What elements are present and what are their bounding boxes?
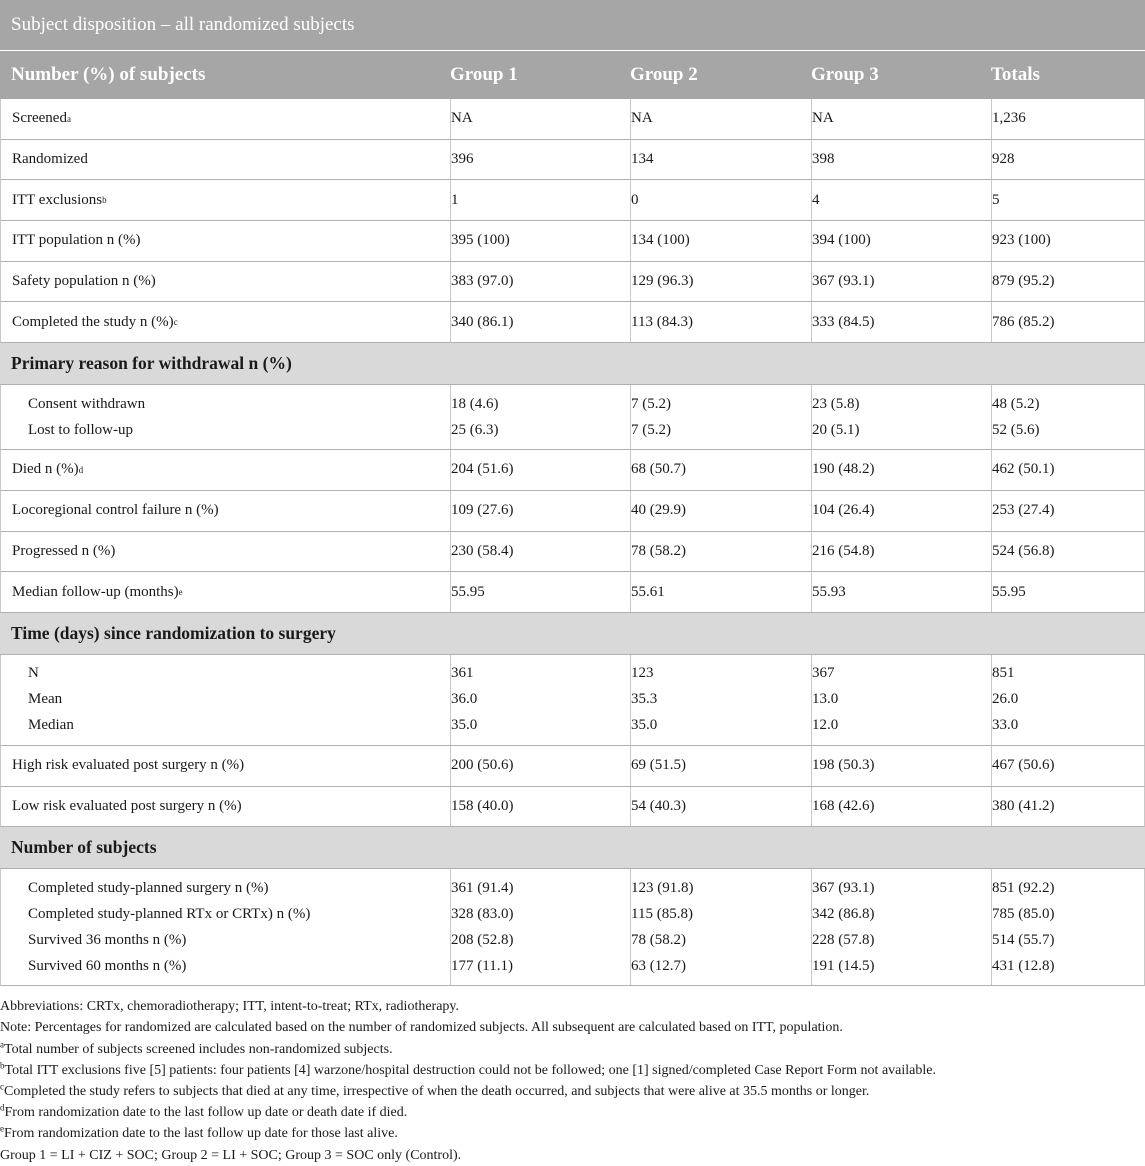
group-2-value [631,99,812,139]
cell-text: 78 (58.2) [631,542,686,559]
group-1-value: 35.0 [451,717,478,734]
cell-text: 54 (40.3) [631,797,686,814]
group-3-value [812,262,992,302]
group-1-value [451,532,631,572]
group-3-value: 12.0 [812,717,839,734]
cell-text: 134 (100) [631,232,690,249]
header-group-2: Group 2 [630,64,698,85]
totals-value-column [992,869,1144,985]
group-2-value [631,180,812,220]
cell-text: 204 (51.6) [451,461,514,478]
row-label: Lost to follow-up [28,421,133,438]
row-label-text: ITT exclusions [12,191,103,208]
group-3-value: 23 (5.8) [812,395,860,412]
group-3-value [812,746,992,786]
row-label: Completed study-planned RTx or CRTx) n (%) [28,905,311,922]
group-1-value [451,140,631,180]
group-1-value [451,572,631,612]
totals-value [992,572,1144,612]
group-3-value [812,302,992,342]
group-2-value-column [631,385,812,449]
table-row [0,746,1145,787]
withdrawal-group [0,385,1145,450]
totals-value-column [992,655,1144,745]
row-label: N [28,665,39,682]
cell-text: 129 (96.3) [631,273,694,290]
footnote-e [0,1123,1145,1144]
group-3-value [812,532,992,572]
table-row [0,532,1145,573]
group-3-value: 20 (5.1) [812,421,860,438]
row-label-text: High risk evaluated post surgery n (%) [12,757,245,774]
row-label-text: Completed the study n (%) [12,313,174,330]
cell-text: 398 [812,151,835,168]
row-label: Died n (%) d [1,450,451,490]
footnote-a-text: Total number of subjects screened includes non-randomized subjects. [4,1041,393,1057]
row-label: Completed study-planned surgery n (%) [28,879,269,896]
group-1-value: 177 (11.1) [451,957,513,974]
group-2-value: 63 (12.7) [631,957,686,974]
group-2-value [631,532,812,572]
group-3-value: 228 (57.8) [812,931,875,948]
totals-value: 26.0 [992,691,1019,708]
cell-text: NA [812,110,834,127]
cell-text: 158 (40.0) [451,797,514,814]
table-row [0,572,1145,613]
section-subjects-title: Number of subjects [11,837,157,858]
cell-text: 383 (97.0) [451,273,514,290]
subjects-group [0,869,1145,986]
header-label: Number (%) of subjects [11,64,206,85]
footnote-d [0,1102,1145,1123]
row-label: Survived 60 months n (%) [28,957,187,974]
group-2-value: 78 (58.2) [631,931,686,948]
group-3-value: 13.0 [812,691,839,708]
cell-text: 367 (93.1) [812,273,875,290]
cell-text: 396 [451,151,474,168]
totals-value-column [992,385,1144,449]
footnote-note: Note: Percentages for randomized are calculated based on the number of randomized subjects. All subsequent are calculated based on ITT, population. [0,1020,843,1036]
group-1-value-column [451,655,631,745]
cell-text: 109 (27.6) [451,502,514,519]
table-row [0,221,1145,262]
row-label-text: Low risk evaluated post surgery n (%) [12,797,242,814]
row-label [1,746,451,786]
group-1-value: 208 (52.8) [451,931,514,948]
row-label: Completed the study n (%) c [1,302,451,342]
rows-block-b [0,450,1145,613]
cell-text: 68 (50.7) [631,461,686,478]
group-2-value: 35.0 [631,717,658,734]
row-label: Survived 36 months n (%) [28,931,187,948]
group-1-value [451,787,631,827]
group-3-value [812,99,992,139]
row-label-column [1,869,451,985]
group-2-value: 123 (91.8) [631,879,694,896]
row-label-text: Randomized [12,151,88,168]
row-label [1,532,451,572]
cell-text: 55.95 [451,583,485,600]
cell-text: 928 [992,151,1015,168]
cell-text: 340 (86.1) [451,313,514,330]
table-title [0,0,1145,51]
footnote-abbreviations: Abbreviations: CRTx, chemoradiotherapy; ITT, intent-to-treat; RTx, radiotherapy. [0,999,460,1015]
cell-text: 55.95 [992,583,1026,600]
group-1-value-column [451,869,631,985]
group-1-value [451,262,631,302]
group-2-value [631,140,812,180]
cell-text: 253 (27.4) [992,502,1055,519]
group-3-value: 191 (14.5) [812,957,875,974]
totals-value: 33.0 [992,717,1019,734]
table-row [0,302,1145,343]
group-1-value: 361 [451,665,474,682]
totals-value [992,491,1144,531]
totals-value [992,140,1144,180]
group-1-value [451,99,631,139]
group-1-value [451,302,631,342]
cell-text: 230 (58.4) [451,542,514,559]
totals-value [992,221,1144,261]
group-1-value: 25 (6.3) [451,421,499,438]
cell-text: 168 (42.6) [812,797,875,814]
totals-value [992,450,1144,490]
cell-text: 467 (50.6) [992,757,1055,774]
footnote-c-text: Completed the study refers to subjects that died at any time, irrespective of when the death occurred, and subjects that were alive at 35.5 months or longer. [4,1084,870,1100]
section-time [0,613,1145,655]
cell-text: 333 (84.5) [812,313,875,330]
footnote-groups: Group 1 = LI + CIZ + SOC; Group 2 = LI + SOC; Group 3 = SOC only (Control). [0,1147,462,1163]
row-label [1,262,451,302]
header-group-1: Group 1 [450,64,518,85]
group-3-value [812,180,992,220]
group-1-value-column [451,385,631,449]
row-label: Median [28,717,74,734]
table-row [0,140,1145,181]
table-footnotes [0,986,1145,1166]
group-3-value-column [812,869,992,985]
totals-value [992,180,1144,220]
cell-text: 190 (48.2) [812,461,875,478]
table-row [0,99,1145,140]
totals-value: 52 (5.6) [992,421,1040,438]
group-2-value [631,787,812,827]
table-title-text: Subject disposition – all randomized subjects [11,14,355,35]
section-withdrawal [0,343,1145,385]
cell-text: 216 (54.8) [812,542,875,559]
group-2-value: 115 (85.8) [631,905,693,922]
group-3-value [812,787,992,827]
cell-text: 394 (100) [812,232,871,249]
group-2-value [631,746,812,786]
row-label [1,140,451,180]
row-label-text: ITT population n (%) [12,232,141,249]
cell-text: 923 (100) [992,232,1051,249]
row-label-column [1,385,451,449]
totals-value: 514 (55.7) [992,931,1055,948]
group-3-value: 367 (93.1) [812,879,875,896]
totals-value: 431 (12.8) [992,957,1055,974]
group-3-value-column [812,655,992,745]
group-1-value: 18 (4.6) [451,395,499,412]
group-3-value: 342 (86.8) [812,905,875,922]
time-group [0,655,1145,746]
row-label: Mean [28,691,63,708]
group-3-value [812,140,992,180]
group-3-value [812,450,992,490]
group-3-value [812,572,992,612]
group-3-value [812,491,992,531]
totals-value [992,99,1144,139]
row-label-text: Median follow-up (months) [12,583,179,600]
cell-text: 395 (100) [451,232,510,249]
rows-block-c [0,746,1145,827]
footnote-b-mark: b [0,1060,5,1071]
row-label: Median follow-up (months) e [1,572,451,612]
table-row [0,180,1145,221]
group-2-value-column [631,869,812,985]
group-1-value [451,746,631,786]
group-1-value: 328 (83.0) [451,905,514,922]
grouped-rows [0,869,1145,986]
row-label: ITT exclusions b [1,180,451,220]
totals-value [992,746,1144,786]
table-row [0,450,1145,491]
cell-text: 200 (50.6) [451,757,514,774]
row-label-text: Safety population n (%) [12,273,156,290]
group-2-value: 35.3 [631,691,658,708]
row-label-column [1,655,451,745]
group-3-value: 367 [812,665,835,682]
group-2-value [631,491,812,531]
group-3-value-column [812,385,992,449]
cell-text: 1 [451,191,459,208]
group-1-value [451,491,631,531]
group-1-value [451,450,631,490]
section-time-title: Time (days) since randomization to surgery [11,622,336,643]
footnote-b-text: Total ITT exclusions five [5] patients: four patients [4] warzone/hospital destruction could not be followed; one [1] signed/completed Case Report Form not available. [4,1062,936,1078]
cell-text: 0 [631,191,639,208]
cell-text: 1,236 [992,110,1026,127]
footnote-c-mark: c [0,1081,4,1092]
section-withdrawal-title: Primary reason for withdrawal n (%) [11,353,292,374]
header-totals: Totals [991,64,1040,85]
footnote-e-text: From randomization date to the last follow up date for those last alive. [4,1126,398,1142]
table-row [0,262,1145,303]
cell-text: 69 (51.5) [631,757,686,774]
grouped-rows [0,655,1145,746]
footnote-b [0,1060,1145,1081]
group-1-value: 361 (91.4) [451,879,514,896]
group-2-value: 7 (5.2) [631,421,671,438]
cell-text: 462 (50.1) [992,461,1055,478]
totals-value [992,532,1144,572]
group-2-value [631,302,812,342]
group-2-value: 123 [631,665,654,682]
group-1-value [451,221,631,261]
cell-text: 5 [992,191,1000,208]
table-row [0,787,1145,828]
row-label-text: Screened [12,110,67,127]
group-2-value [631,262,812,302]
group-3-value [812,221,992,261]
group-2-value [631,450,812,490]
cell-text: 879 (95.2) [992,273,1055,290]
footnote-a [0,1039,1145,1060]
rows-block-a [0,99,1145,343]
group-2-value: 7 (5.2) [631,395,671,412]
totals-value: 48 (5.2) [992,395,1040,412]
cell-text: NA [631,110,653,127]
row-label [1,491,451,531]
section-subjects [0,827,1145,869]
cell-text: 4 [812,191,820,208]
footnote-d-mark: d [0,1102,5,1113]
cell-text: NA [451,110,473,127]
totals-value: 851 (92.2) [992,879,1055,896]
cell-text: 40 (29.9) [631,502,686,519]
header-group-3: Group 3 [811,64,879,85]
cell-text: 524 (56.8) [992,542,1055,559]
footnote-a-mark: a [0,1039,4,1049]
row-label [1,787,451,827]
cell-text: 786 (85.2) [992,313,1055,330]
footnote-d-text: From randomization date to the last follow up date or death date if died. [4,1105,408,1121]
footnote-e-mark: e [0,1123,4,1134]
cell-text: 104 (26.4) [812,502,875,519]
grouped-rows [0,385,1145,450]
group-2-value-column [631,655,812,745]
row-label [1,221,451,261]
row-label-text: Progressed n (%) [12,542,116,559]
cell-text: 380 (41.2) [992,797,1055,814]
group-2-value [631,572,812,612]
row-label-text: Died n (%) [12,461,79,478]
totals-value: 851 [992,665,1015,682]
group-1-value: 36.0 [451,691,478,708]
group-1-value [451,180,631,220]
cell-text: 55.93 [812,583,846,600]
table-row [0,491,1145,532]
totals-value: 785 (85.0) [992,905,1055,922]
row-label: Screened a [1,99,451,139]
totals-value [992,302,1144,342]
cell-text: 55.61 [631,583,665,600]
group-2-value [631,221,812,261]
table-header-row [0,51,1145,99]
row-label: Consent withdrawn [28,395,146,412]
footnote-c [0,1081,1145,1102]
totals-value [992,262,1144,302]
row-label-text: Locoregional control failure n (%) [12,502,219,519]
cell-text: 113 (84.3) [631,313,693,330]
cell-text: 134 [631,151,654,168]
totals-value [992,787,1144,827]
cell-text: 198 (50.3) [812,757,875,774]
